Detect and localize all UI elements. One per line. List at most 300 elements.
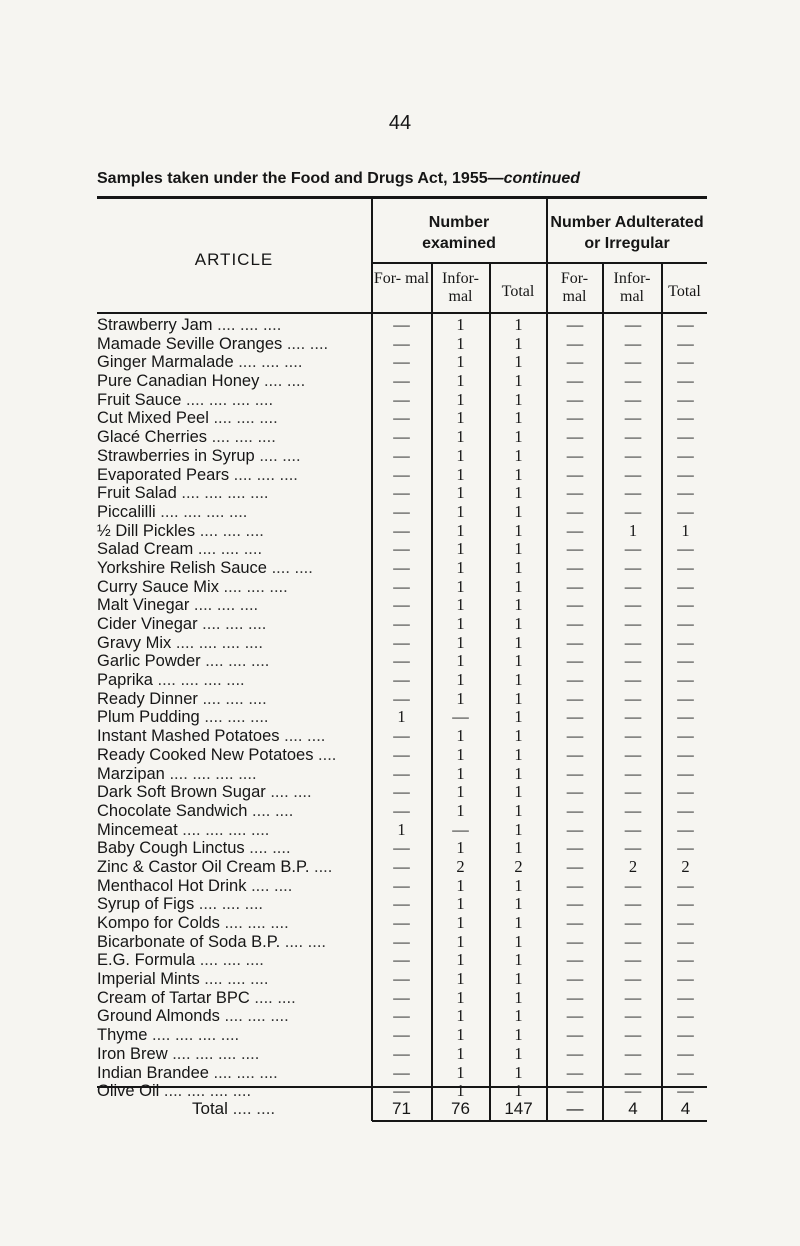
adulterated-total-cell: —: [677, 1081, 694, 1101]
article-cell: [97, 746, 369, 765]
adulterated-formal-cell: —: [566, 651, 584, 671]
adulterated-informal-cell: —: [624, 1025, 642, 1045]
adulterated-formal-cell: —: [566, 763, 584, 783]
adulterated-formal-cell: —: [566, 501, 584, 521]
adulterated-formal-cell: —: [566, 800, 584, 820]
table-row: [97, 895, 707, 914]
table-row: [97, 503, 707, 522]
article-name: Cream of Tartar BPC: [97, 988, 250, 1007]
examined-total-cell: 1: [514, 763, 523, 783]
article-name: Dark Soft Brown Sugar: [97, 783, 266, 802]
examined-informal-cell: 1: [456, 315, 465, 334]
adulterated-formal-cell: —: [566, 539, 584, 559]
table-row: [97, 839, 707, 858]
adulterated-formal-cell: —: [566, 520, 584, 540]
examined-informal-cell: 1: [456, 931, 465, 951]
article-cell: [97, 895, 369, 914]
dot-leader: .... .... ....: [197, 615, 267, 633]
examined-informal-cell: —: [452, 819, 469, 839]
article-name: Salad Cream: [97, 540, 194, 559]
adulterated-informal-cell: —: [624, 838, 642, 858]
article-cell: [97, 428, 369, 447]
dot-leader: .... ....: [259, 372, 306, 391]
examined-total-cell: 1: [514, 408, 523, 428]
adulterated-formal-cell: —: [566, 315, 584, 334]
article-cell: [97, 914, 369, 933]
adulterated-informal-cell: —: [624, 894, 642, 914]
examined-informal-cell: 1: [456, 1043, 465, 1063]
total-label-cell: [97, 1098, 369, 1120]
adulterated-formal-cell: —: [566, 688, 584, 708]
article-cell: [97, 839, 369, 858]
examined-informal-cell: 1: [456, 894, 465, 914]
adulterated-informal-cell: —: [624, 427, 642, 447]
adulterated-formal-cell: —: [566, 819, 584, 839]
examined-informal-cell: 1: [456, 987, 465, 1007]
adulterated-informal-cell: —: [624, 595, 642, 615]
adulterated-total-cell: —: [677, 894, 694, 914]
adulterated-formal-cell: —: [566, 1062, 584, 1082]
adulterated-total-cell: —: [677, 707, 694, 727]
table-row: [97, 559, 707, 578]
adulterated-formal-cell: —: [566, 445, 584, 465]
table-row: [97, 578, 707, 597]
article-name: Ready Dinner: [97, 689, 198, 708]
examined-informal-cell: 1: [456, 389, 465, 409]
adulterated-informal-cell: —: [624, 688, 642, 708]
adulterated-informal-cell: —: [624, 950, 642, 970]
adulterated-informal-cell: —: [624, 726, 642, 746]
dot-leader: .... ....: [254, 446, 301, 465]
examined-formal-cell: —: [393, 408, 410, 428]
dot-leader: .... .... ....: [195, 521, 264, 540]
examined-informal-cell: 1: [456, 950, 465, 970]
table-row: [97, 989, 707, 1008]
adulterated-total-cell: —: [677, 389, 694, 409]
dot-leader: .... .... ....: [199, 708, 269, 727]
examined-total-cell: 1: [514, 427, 523, 447]
adulterated-informal-cell: —: [624, 744, 642, 764]
dot-leader: .... .... .... ....: [155, 502, 248, 521]
dot-leader: .... .... .... ....: [176, 484, 269, 503]
examined-informal-cell: 1: [456, 763, 465, 783]
adulterated-informal-cell: —: [624, 371, 642, 391]
adulterated-total-cell: —: [677, 670, 694, 690]
adulterated-formal-cell: —: [566, 931, 584, 951]
article-cell: [97, 335, 369, 354]
article-cell: [97, 596, 369, 615]
adulterated-formal-cell: —: [566, 782, 584, 802]
examined-total-cell: 1: [514, 931, 523, 951]
examined-formal-cell: —: [393, 1006, 410, 1026]
total-examined-informal: 76: [451, 1099, 470, 1118]
article-name: Chocolate Sandwich: [97, 801, 248, 820]
examined-total-cell: 1: [514, 1062, 523, 1082]
adulterated-informal-cell: —: [624, 333, 642, 353]
examined-total-cell: 1: [514, 670, 523, 690]
examined-formal-cell: —: [393, 427, 410, 447]
examined-total-cell: 1: [514, 389, 523, 409]
examined-total-cell: 1: [514, 726, 523, 746]
adulterated-informal-cell: —: [624, 800, 642, 820]
article-cell: [97, 858, 369, 877]
examined-formal-cell: —: [393, 950, 410, 970]
article-cell: [97, 783, 369, 802]
examined-formal-cell: —: [393, 856, 410, 876]
examined-informal-cell: 1: [456, 483, 465, 503]
examined-total-cell: 1: [514, 557, 523, 577]
examined-formal-cell: —: [393, 614, 410, 633]
article-name: Gravy Mix: [97, 633, 172, 652]
article-name: Ginger Marmalade: [97, 353, 234, 372]
examined-informal-cell: 1: [456, 688, 465, 708]
examined-informal-cell: 1: [456, 651, 465, 671]
examined-total-cell: 1: [514, 894, 523, 914]
adulterated-informal-cell: —: [624, 1043, 642, 1063]
examined-formal-cell: —: [393, 782, 410, 802]
total-adulterated-total: 4: [680, 1099, 691, 1118]
caption-suffix: —continued: [487, 170, 581, 187]
examined-informal-cell: 1: [456, 1025, 465, 1045]
dot-leader: .... .... .... ....: [181, 390, 274, 409]
examined-informal-cell: 1: [456, 520, 465, 540]
adulterated-informal-cell: —: [624, 1081, 642, 1101]
dot-leader: .... .... ....: [233, 353, 303, 372]
adulterated-formal-cell: —: [566, 726, 584, 746]
examined-total-cell: 1: [514, 913, 523, 932]
article-name: Kompo for Colds: [97, 914, 220, 932]
article-name: Piccalilli: [97, 502, 156, 521]
article-cell: [97, 671, 369, 690]
article-name: Bicarbonate of Soda B.P.: [97, 932, 281, 951]
examined-formal-cell: —: [393, 688, 410, 708]
dot-leader: ....: [313, 745, 337, 764]
examined-total-cell: 1: [514, 445, 523, 465]
article-cell: [97, 1064, 369, 1083]
examined-formal-cell: —: [393, 744, 410, 764]
adulterated-total-cell: 2: [681, 856, 690, 876]
examined-total-cell: 1: [514, 651, 523, 671]
number-adulterated-header: Number Adulterated or Irregular: [550, 214, 704, 252]
examined-formal-cell: —: [393, 913, 410, 932]
table-body: [97, 312, 707, 1101]
examined-informal-cell: 1: [456, 670, 465, 690]
adulterated-informal-cell: —: [624, 389, 642, 409]
adulterated-formal-cell: —: [566, 408, 584, 428]
table-row: [97, 1045, 707, 1064]
examined-informal-cell: 1: [456, 445, 465, 465]
adulterated-total-cell: —: [677, 315, 694, 334]
dot-leader: .... .... .... ....: [167, 1044, 260, 1063]
adulterated-total-cell: —: [677, 539, 694, 559]
article-name: Plum Pudding: [97, 708, 200, 727]
article-cell: [97, 522, 369, 541]
adulterated-informal-cell: —: [624, 614, 642, 633]
table-row: [97, 372, 707, 391]
article-cell: [97, 484, 369, 503]
article-name: E.G. Formula: [97, 951, 196, 970]
adulterated-total-cell: —: [677, 800, 694, 820]
dot-leader: .... ....: [246, 876, 293, 895]
article-name: Iron Brew: [97, 1044, 168, 1063]
article-cell: [97, 1007, 369, 1026]
table-row: [97, 428, 707, 447]
dot-leader: .... .... ....: [195, 951, 264, 970]
examined-formal-cell: —: [393, 1043, 410, 1063]
examined-total-cell: 1: [514, 707, 523, 727]
dot-leader: .... ....: [282, 334, 329, 353]
table-row: [97, 802, 707, 821]
adulterated-total-cell: —: [677, 371, 694, 391]
article-cell: [97, 727, 369, 746]
examined-formal-cell: 1: [397, 819, 406, 839]
table-row: [97, 1026, 707, 1045]
examined-total-cell: 1: [514, 315, 523, 334]
adulterated-total-cell: —: [677, 950, 694, 970]
table-row: [97, 858, 707, 877]
adulterated-total-cell: —: [677, 352, 694, 372]
table-row: [97, 652, 707, 671]
adulterated-informal-cell: —: [624, 931, 642, 951]
adulterated-informal-cell: —: [624, 632, 642, 652]
adulterated-informal-cell: —: [624, 315, 642, 334]
adulterated-total-cell: —: [677, 483, 694, 503]
adulterated-informal-cell: —: [624, 782, 642, 802]
adulterated-total-cell: —: [677, 763, 694, 783]
article-name: Fruit Salad: [97, 484, 177, 503]
number-examined-header: Number examined: [422, 214, 496, 252]
adulterated-total-cell: —: [677, 969, 694, 989]
group-header-rule-right: [547, 262, 707, 264]
examined-formal-cell: —: [393, 651, 410, 671]
adulterated-total-cell: —: [677, 576, 694, 596]
dot-leader: .... ....: [247, 801, 294, 820]
adulterated-total-cell: 1: [681, 520, 690, 540]
article-name: Mincemeat: [97, 820, 178, 839]
examined-informal-cell: 1: [456, 501, 465, 521]
examined-informal-cell: 1: [456, 333, 465, 353]
article-cell: [97, 802, 369, 821]
examined-formal-cell: —: [393, 520, 410, 540]
article-cell: [97, 372, 369, 391]
adulterated-total-cell: —: [677, 1025, 694, 1045]
table-row: [97, 951, 707, 970]
dot-leader: .... ....: [244, 839, 291, 858]
dot-leader: .... .... .... ....: [159, 1082, 252, 1101]
article-cell: [97, 391, 369, 410]
dot-leader: .... .... ....: [189, 596, 259, 615]
examined-total-cell: 1: [514, 1006, 523, 1026]
article-cell: [97, 821, 369, 840]
adulterated-informal-cell: —: [624, 651, 642, 671]
adulterated-total-cell: —: [677, 651, 694, 671]
adulterated-total-cell: —: [677, 931, 694, 951]
adulterated-total-cell: —: [677, 557, 694, 577]
article-cell: [97, 466, 369, 485]
article-name: Instant Mashed Potatoes: [97, 727, 280, 746]
examined-total-cell: 1: [514, 539, 523, 559]
adulterated-total-cell: —: [677, 1006, 694, 1026]
examined-informal-cell: 1: [456, 371, 465, 391]
adulterated-total-cell: —: [677, 1062, 694, 1082]
dot-leader: .... ....: [265, 783, 312, 802]
examined-total-cell: 1: [514, 800, 523, 820]
table-row: [97, 634, 707, 653]
article-cell: [97, 877, 369, 896]
adulterated-informal-cell: —: [624, 1006, 642, 1026]
table-row: [97, 821, 707, 840]
adulterated-informal-cell: —: [624, 969, 642, 989]
examined-total-cell: 1: [514, 1025, 523, 1045]
table-row: [97, 540, 707, 559]
table-row: [97, 1064, 707, 1083]
adulterated-formal-cell: —: [566, 670, 584, 690]
adulterated-formal-cell: —: [566, 987, 584, 1007]
table-row: [97, 615, 707, 634]
examined-total-cell: 1: [514, 782, 523, 802]
article-name: Mamade Seville Oranges: [97, 334, 283, 353]
examined-formal-cell: 1: [397, 707, 406, 727]
examined-formal-cell: —: [393, 371, 410, 391]
examined-informal-cell: 1: [456, 1062, 465, 1082]
examined-informal-cell: 1: [456, 427, 465, 447]
adulterated-formal-cell: —: [566, 856, 584, 876]
examined-formal-cell: —: [393, 800, 410, 820]
article-name: Yorkshire Relish Sauce: [97, 558, 267, 577]
adulterated-total-cell: —: [677, 501, 694, 521]
table-row: [97, 933, 707, 952]
adulterated-formal-cell: —: [566, 557, 584, 577]
examined-formal-cell: —: [393, 539, 410, 559]
article-name: Ready Cooked New Potatoes: [97, 745, 314, 764]
article-name: Garlic Powder: [97, 652, 201, 671]
table-row: [97, 914, 707, 933]
caption-main: Samples taken under the Food and Drugs Act, 1955: [97, 170, 488, 187]
article-cell: [97, 634, 369, 653]
table-row: [97, 466, 707, 485]
adulterated-formal-cell: —: [566, 1043, 584, 1063]
examined-informal-cell: 1: [456, 782, 465, 802]
article-cell: [97, 447, 369, 466]
table-row: [97, 409, 707, 428]
adulterated-informal-header: Infor- mal: [613, 270, 651, 305]
dot-leader: .... .... ....: [229, 465, 298, 484]
dot-leader: .... ....: [280, 932, 327, 951]
adulterated-total-cell: —: [677, 987, 694, 1007]
adulterated-total-cell: —: [677, 819, 694, 839]
article-name: Curry Sauce Mix: [97, 577, 219, 596]
article-name: Cut Mixed Peel: [97, 409, 209, 428]
examined-total-header: Total: [501, 283, 535, 300]
adulterated-total-cell: —: [677, 408, 694, 428]
dot-leader: .... ....: [279, 727, 326, 746]
table-row: [97, 484, 707, 503]
article-cell: [97, 1045, 369, 1064]
adulterated-formal-cell: —: [566, 483, 584, 503]
examined-formal-cell: —: [393, 894, 410, 914]
adulterated-informal-cell: —: [624, 913, 642, 932]
dot-leader: .... .... ....: [200, 652, 270, 671]
page-number: 44: [388, 112, 412, 134]
examined-informal-cell: 1: [456, 913, 465, 932]
adulterated-formal-cell: —: [566, 894, 584, 914]
examined-formal-cell: —: [393, 1025, 410, 1045]
total-row: [97, 1098, 707, 1120]
examined-total-cell: 1: [514, 688, 523, 708]
adulterated-informal-cell: —: [624, 576, 642, 596]
examined-informal-cell: 1: [456, 595, 465, 615]
adulterated-informal-cell: —: [624, 539, 642, 559]
examined-total-cell: 1: [514, 520, 523, 540]
adulterated-informal-cell: —: [624, 763, 642, 783]
adulterated-formal-cell: —: [566, 427, 584, 447]
adulterated-informal-cell: —: [624, 819, 642, 839]
article-cell: [97, 933, 369, 952]
examined-informal-cell: 2: [456, 856, 465, 876]
dot-leader: .... .... ....: [208, 1063, 278, 1082]
article-cell: [97, 615, 369, 634]
adulterated-total-cell: —: [677, 875, 694, 895]
adulterated-informal-cell: 2: [628, 856, 638, 876]
examined-informal-cell: 1: [456, 744, 465, 764]
examined-total-cell: 2: [514, 856, 523, 876]
adulterated-total-cell: —: [677, 744, 694, 764]
examined-formal-cell: —: [393, 670, 410, 690]
adulterated-total-cell: —: [677, 614, 694, 633]
examined-informal-cell: 1: [456, 352, 465, 372]
examined-formal-cell: —: [393, 464, 410, 484]
examined-informal-cell: 1: [456, 800, 465, 820]
examined-formal-cell: —: [393, 557, 410, 577]
article-cell: [97, 353, 369, 372]
adulterated-formal-cell: —: [566, 969, 584, 989]
dot-leader: .... .... ....: [199, 970, 269, 989]
article-cell: [97, 690, 369, 709]
examined-informal-cell: 1: [456, 1006, 465, 1026]
adulterated-total-cell: —: [677, 595, 694, 615]
examined-formal-cell: —: [393, 352, 410, 372]
examined-total-cell: 1: [514, 576, 523, 596]
dot-leader: .... .... ....: [207, 428, 276, 447]
adulterated-total-cell: —: [677, 688, 694, 708]
article-name: Paprika: [97, 671, 153, 690]
article-cell: [97, 708, 369, 727]
dot-leader: .... .... ....: [194, 895, 263, 914]
group-header-rule-left: [372, 262, 546, 264]
dot-leader: .... .... .... ....: [177, 820, 270, 839]
examined-formal-cell: —: [393, 632, 410, 652]
dot-leader: .... ....: [266, 558, 313, 577]
dot-leader: .... .... ....: [197, 689, 267, 708]
article-cell: [97, 951, 369, 970]
table-row: [97, 783, 707, 802]
total-examined-formal: 71: [392, 1099, 411, 1118]
table-row: [97, 690, 707, 709]
total-adulterated-formal: —: [566, 1099, 584, 1118]
adulterated-formal-cell: —: [566, 875, 584, 895]
dot-leader: .... .... ....: [218, 577, 288, 596]
adulterated-informal-cell: —: [624, 1062, 642, 1082]
examined-formal-header: For- mal: [373, 270, 430, 287]
dot-leader: .... .... ....: [212, 316, 282, 334]
examined-total-cell: 1: [514, 483, 523, 503]
article-name: Pure Canadian Honey: [97, 372, 260, 391]
adulterated-informal-cell: —: [624, 707, 642, 727]
article-cell: [97, 652, 369, 671]
article-cell: [97, 559, 369, 578]
adulterated-total-cell: —: [677, 333, 694, 353]
table-row: [97, 727, 707, 746]
